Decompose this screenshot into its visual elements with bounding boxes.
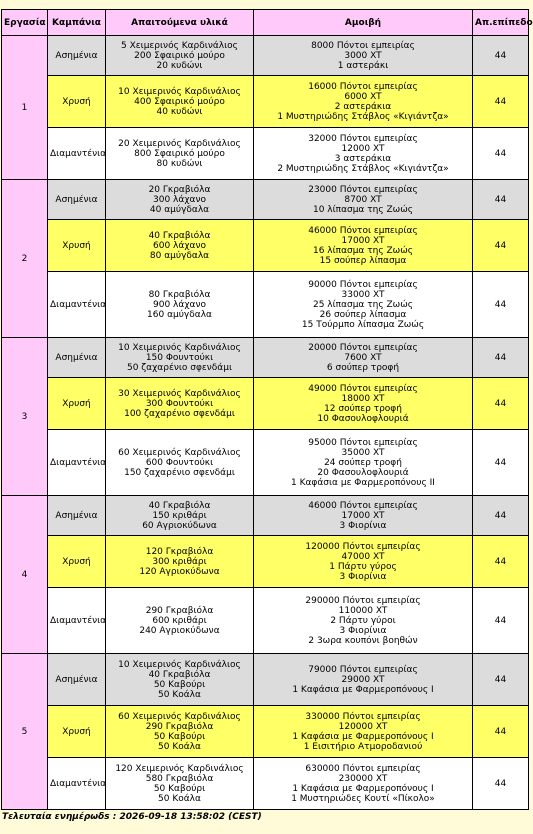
campaign-cell: Διαμαντένια [48, 588, 106, 654]
reward-cell [254, 272, 473, 338]
level-cell: 44 [473, 272, 529, 338]
material-line: 30 Χειμερινός Καρδινάλιος [118, 388, 241, 399]
campaign-cell: Διαμαντένια [48, 758, 106, 810]
reward-cell [254, 758, 473, 810]
table-row [2, 654, 529, 706]
material-line: 900 λάχανο [153, 299, 206, 310]
campaign-cell: Διαμαντένια [48, 128, 106, 180]
reward-line: 79000 Πόντοι εμπειρίας [308, 664, 418, 675]
reward-line: 15 Τούρμπο λίπασμα Ζωώς [301, 319, 425, 330]
reward-line: 1 Εισιτήριο Ατμοροδανιού [303, 741, 423, 752]
reward-cell [254, 654, 473, 706]
level-cell: 44 [473, 588, 529, 654]
reward-line: 10 λίπασμα της Ζωώς [312, 204, 414, 215]
reward-line: 8700 XT [344, 194, 382, 205]
reward-cell [254, 536, 473, 588]
reward-line: 24 σούπερ τροφή [324, 457, 402, 468]
reward-line: 16 λίπασμα της Ζωώς [312, 245, 414, 256]
table-row [2, 496, 529, 536]
level-cell: 44 [473, 220, 529, 272]
reward-cell [254, 496, 473, 536]
campaign-table [1, 9, 533, 810]
reward-line: 3 Φιορίνια [339, 625, 387, 636]
table-row [2, 588, 529, 654]
reward-line: 6 σούπερ τροφή [326, 362, 400, 373]
level-cell: 44 [473, 76, 529, 128]
campaign-cell: Ασημένια [48, 496, 106, 536]
materials-cell [106, 180, 254, 220]
material-line: 100 ζαχαρένιο σφενδάμι [124, 408, 235, 419]
reward-cell [254, 430, 473, 496]
reward-cell [254, 588, 473, 654]
campaign-cell: Ασημένια [48, 338, 106, 378]
materials-cell [106, 588, 254, 654]
table-row [2, 220, 529, 272]
material-line: 600 Φουντούκι [145, 457, 214, 468]
material-line: 40 Γκραβιόλα [148, 669, 211, 680]
reward-cell [254, 76, 473, 128]
material-line: 150 Φουντούκι [145, 352, 214, 363]
reward-line: 1 Καφάσια με Φαρμεροπόνους Ι [292, 684, 434, 695]
material-line: 50 Κοάλα [158, 793, 201, 804]
campaign-cell: Χρυσή [48, 220, 106, 272]
level-cell: 44 [473, 536, 529, 588]
campaign-cell: Διαμαντένια [48, 430, 106, 496]
material-line: 150 κριθάρι [152, 510, 207, 521]
reward-line: 20 Φασουλοφλουριά [317, 467, 409, 478]
materials-cell [106, 36, 254, 76]
material-line: 50 ζαχαρένιο σφενδάμι [126, 362, 233, 373]
material-line: 300 κριθάρι [152, 556, 207, 567]
material-line: 290 Γκραβιόλα [145, 721, 214, 732]
reward-cell [254, 338, 473, 378]
reward-line: 2 αστεράκια [334, 101, 392, 112]
material-line: 10 Χειμερινός Καρδινάλιος [118, 86, 241, 97]
level-cell: 44 [473, 378, 529, 430]
reward-line: 32000 Πόντοι εμπειρίας [308, 133, 418, 144]
campaign-cell: Ασημένια [48, 180, 106, 220]
material-line: 800 Σφαιρικό μούρο [134, 148, 225, 159]
table-row [2, 430, 529, 496]
table-row [2, 128, 529, 180]
reward-cell [254, 128, 473, 180]
reward-line: 46000 Πόντοι εμπειρίας [308, 500, 418, 511]
level-cell: 44 [473, 338, 529, 378]
reward-line: 90000 Πόντοι εμπειρίας [308, 279, 418, 290]
material-line: 80 αμύγδαλα [149, 250, 210, 261]
reward-line: 8000 Πόντοι εμπειρίας [311, 40, 415, 51]
reward-line: 3 Φιορίνια [339, 571, 387, 582]
reward-line: 1 Καφάσια με Φαρμεροπόνους Ι [292, 783, 434, 794]
material-line: 290 Γκραβιόλα [145, 605, 214, 616]
reward-line: 20000 Πόντοι εμπειρίας [308, 342, 418, 353]
table-row [2, 758, 529, 810]
table-row [2, 180, 529, 220]
reward-line: 110000 XT [338, 605, 388, 616]
header-materials: Απαιτούμενα υλικά [106, 10, 254, 36]
reward-cell [254, 378, 473, 430]
task-number: 5 [2, 654, 48, 810]
reward-cell [254, 180, 473, 220]
materials-cell [106, 220, 254, 272]
material-line: 20 Χειμερινός Καρδινάλιος [118, 138, 241, 149]
materials-cell [106, 706, 254, 758]
reward-line: 6000 XT [344, 91, 382, 102]
last-updated: Τελευταία ενημέρωδs : 2026-09-18 13:58:02 (CEST) [2, 812, 262, 822]
reward-line: 630000 Πόντοι εμπειρίας [305, 763, 421, 774]
reward-line: 1 Μυστηριώδης Στάβλος «Κιγιάντζα» [277, 111, 449, 122]
materials-cell [106, 430, 254, 496]
reward-cell [254, 220, 473, 272]
materials-cell [106, 536, 254, 588]
level-cell: 44 [473, 758, 529, 810]
reward-line: 12 σούπερ τροφή [324, 403, 402, 414]
material-line: 160 αμύγδαλα [147, 309, 212, 320]
material-line: 50 Καβούρι [153, 731, 206, 742]
reward-line: 2 3ωρα κουπόνι βοηθών [308, 635, 418, 646]
materials-cell [106, 654, 254, 706]
reward-line: 47000 XT [341, 551, 385, 562]
table-row [2, 536, 529, 588]
reward-line: 3 Φιορίνια [339, 520, 387, 531]
reward-line: 23000 Πόντοι εμπειρίας [308, 184, 418, 195]
campaign-cell: Χρυσή [48, 76, 106, 128]
reward-line: 15 σούπερ λίπασμα [319, 255, 407, 266]
reward-line: 10 Φασουλοφλουριά [317, 413, 409, 424]
table-row [2, 338, 529, 378]
reward-cell [254, 706, 473, 758]
material-line: 40 αμύγδαλα [149, 204, 210, 215]
header-row [2, 10, 529, 36]
task-number: 1 [2, 36, 48, 180]
material-line: 300 Φουντούκι [145, 398, 214, 409]
table-row [2, 272, 529, 338]
level-cell: 44 [473, 430, 529, 496]
reward-line: 95000 Πόντοι εμπειρίας [308, 437, 418, 448]
reward-line: 17000 XT [341, 510, 385, 521]
table-row [2, 706, 529, 758]
header-campaign: Καμπάνια [48, 10, 106, 36]
campaign-cell: Χρυσή [48, 536, 106, 588]
level-cell: 44 [473, 180, 529, 220]
material-line: 40 Γκραβιόλα [148, 230, 211, 241]
material-line: 40 κυδώνι [156, 106, 203, 117]
task-number: 4 [2, 496, 48, 654]
material-line: 120 Αγριοκύδωνα [139, 566, 220, 577]
reward-line: 29000 XT [341, 674, 385, 685]
material-line: 80 Γκραβιόλα [148, 289, 211, 300]
header-task: Εργασία [2, 10, 48, 36]
material-line: 300 λάχανο [153, 194, 206, 205]
material-line: 60 Χειμερινός Καρδινάλιος [118, 447, 241, 458]
reward-line: 2 Μυστηριώδης Στάβλος «Κιγιάντζα» [277, 163, 449, 174]
materials-cell [106, 758, 254, 810]
reward-line: 35000 XT [341, 447, 385, 458]
material-line: 600 κριθάρι [152, 615, 207, 626]
material-line: 50 Καβούρι [153, 679, 206, 690]
material-line: 200 Σφαιρικό μούρο [134, 50, 225, 61]
materials-cell [106, 76, 254, 128]
reward-line: 46000 Πόντοι εμπειρίας [308, 225, 418, 236]
materials-cell [106, 128, 254, 180]
material-line: 60 Αγριοκύδωνα [142, 520, 217, 531]
level-cell: 44 [473, 128, 529, 180]
level-cell: 44 [473, 496, 529, 536]
material-line: 50 Καβούρι [153, 783, 206, 794]
materials-cell [106, 338, 254, 378]
campaign-cell: Χρυσή [48, 378, 106, 430]
task-number: 3 [2, 338, 48, 496]
reward-line: 25 λίπασμα της Ζωώς [312, 299, 414, 310]
level-cell: 44 [473, 706, 529, 758]
material-line: 400 Σφαιρικό μούρο [134, 96, 225, 107]
reward-line: 230000 XT [338, 773, 388, 784]
reward-line: 7600 XT [344, 352, 382, 363]
reward-line: 1 Καφάσια με Φαρμεροπόνους Ι [292, 731, 434, 742]
material-line: 580 Γκραβιόλα [145, 773, 214, 784]
reward-line: 16000 Πόντοι εμπειρίας [308, 81, 418, 92]
reward-line: 33000 XT [341, 289, 385, 300]
header-reward: Αμοιβή [254, 10, 473, 36]
reward-line: 49000 Πόντοι εμπειρίας [308, 383, 418, 394]
reward-line: 290000 Πόντοι εμπειρίας [305, 595, 421, 606]
reward-line: 120000 Πόντοι εμπειρίας [305, 541, 421, 552]
reward-line: 3 αστεράκια [334, 153, 392, 164]
campaign-cell: Ασημένια [48, 654, 106, 706]
reward-line: 1 Μυστηριώδες Κουτί «Πίκολο» [291, 793, 435, 804]
reward-line: 3000 XT [344, 50, 382, 61]
reward-line: 2 Πάρτυ γύροι [330, 615, 396, 626]
material-line: 20 Γκραβιόλα [148, 184, 211, 195]
reward-line: 1 Πάρτυ γύρος [329, 561, 397, 572]
reward-cell [254, 36, 473, 76]
table-row [2, 36, 529, 76]
reward-line: 120000 XT [338, 721, 388, 732]
reward-line: 1 αστεράκι [337, 60, 389, 71]
material-line: 50 Κοάλα [158, 741, 201, 752]
materials-cell [106, 496, 254, 536]
reward-line: 330000 Πόντοι εμπειρίας [305, 711, 421, 722]
materials-cell [106, 272, 254, 338]
material-line: 240 Αγριοκύδωνα [139, 625, 220, 636]
material-line: 10 Χειμερινός Καρδινάλιος [118, 659, 241, 670]
reward-line: 17000 XT [341, 235, 385, 246]
header-level: Απ.επίπεδο [473, 10, 529, 36]
material-line: 10 Χειμερινός Καρδινάλιος [118, 342, 241, 353]
reward-line: 12000 XT [341, 143, 385, 154]
reward-line: 26 σούπερ λίπασμα [319, 309, 407, 320]
material-line: 40 Γκραβιόλα [148, 500, 211, 511]
campaign-cell: Ασημένια [48, 36, 106, 76]
material-line: 80 κυδώνι [156, 158, 203, 169]
materials-cell [106, 378, 254, 430]
table-row [2, 378, 529, 430]
material-line: 600 λάχανο [153, 240, 206, 251]
material-line: 20 κυδώνι [156, 60, 203, 71]
level-cell: 44 [473, 36, 529, 76]
task-number: 2 [2, 180, 48, 338]
table-row [2, 76, 529, 128]
level-cell: 44 [473, 654, 529, 706]
campaign-cell: Διαμαντένια [48, 272, 106, 338]
material-line: 120 Γκραβιόλα [145, 546, 214, 557]
material-line: 50 Κοάλα [158, 689, 201, 700]
material-line: 120 Χειμερινός Καρδινάλιος [115, 763, 244, 774]
material-line: 60 Χειμερινός Καρδινάλιος [118, 711, 241, 722]
material-line: 150 ζαχαρένιο σφενδάμι [124, 467, 235, 478]
reward-line: 1 Καφάσια με Φαρμεροπόνους ΙΙ [291, 477, 435, 488]
campaign-cell: Χρυσή [48, 706, 106, 758]
material-line: 5 Χειμερινός Καρδινάλιος [121, 40, 238, 51]
reward-line: 18000 XT [341, 393, 385, 404]
